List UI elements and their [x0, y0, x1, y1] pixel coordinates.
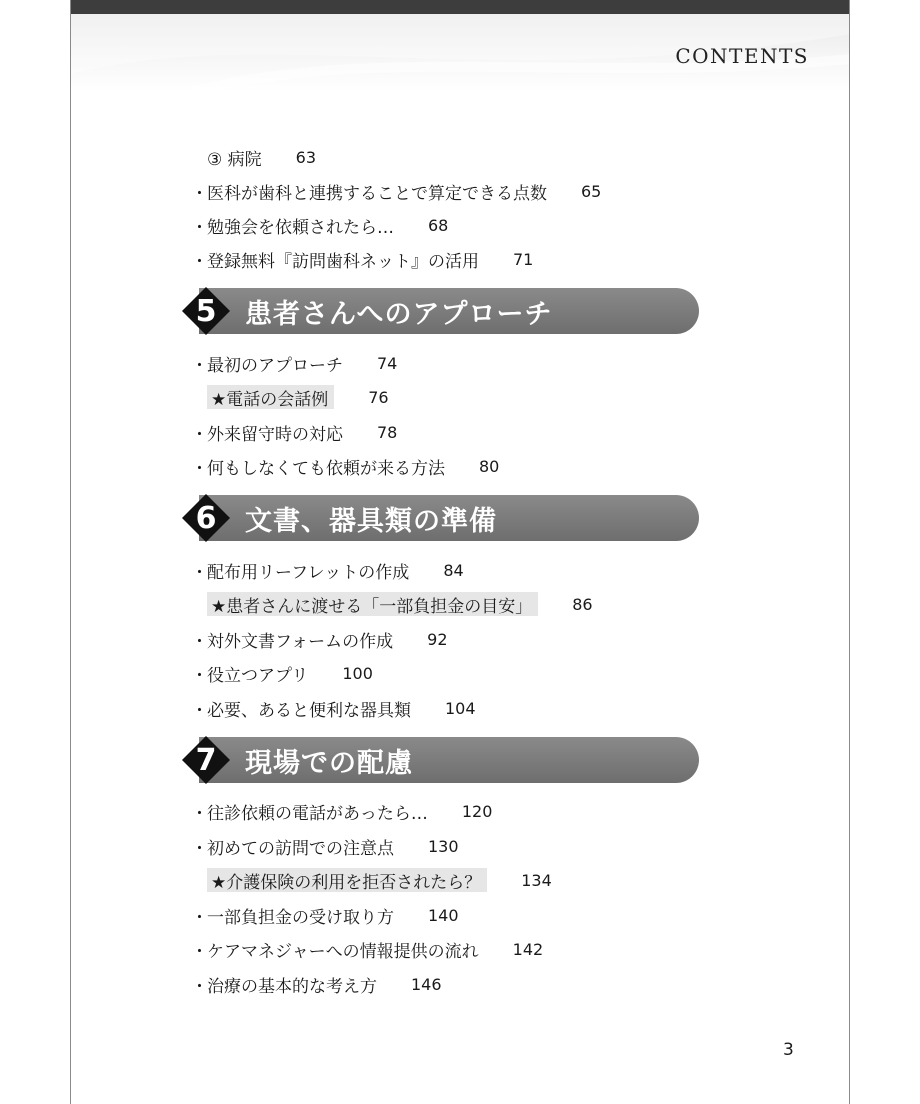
entry-page-number: 104 — [445, 698, 476, 718]
toc-entry[interactable] — [191, 350, 397, 376]
bullet: ・ — [191, 976, 208, 997]
chapter-title: 現場での配慮 — [245, 747, 413, 779]
toc-list — [71, 0, 849, 1104]
star-highlight — [207, 385, 334, 409]
entry-text: 対外文書フォームの作成 — [207, 631, 394, 652]
contents-heading: CONTENTS — [675, 44, 809, 68]
entry-text: 往診依頼の電話があったら… — [207, 803, 428, 824]
entry-page-number: 92 — [427, 629, 448, 649]
bullet: ・ — [191, 424, 208, 445]
entry-page-number: 142 — [512, 939, 544, 959]
entry-text: 役立つアプリ — [207, 665, 309, 686]
entry-text: ★患者さんに渡せる「一部負担金の目安」 — [211, 596, 533, 617]
entry-page-number: 134 — [521, 870, 552, 890]
entry-text: 治療の基本的な考え方 — [207, 976, 377, 997]
entry-text: 初めての訪問での注意点 — [207, 838, 394, 859]
toc-entry[interactable] — [191, 246, 533, 272]
entry-text: 勉強会を依頼されたら… — [207, 217, 394, 238]
chapter-title: 患者さんへのアプローチ — [245, 298, 553, 330]
toc-entry[interactable] — [191, 902, 459, 928]
entry-text: 何もしなくても依頼が来る方法 — [207, 458, 445, 479]
toc-entry[interactable] — [191, 626, 448, 652]
entry-text: 一部負担金の受け取り方 — [207, 907, 394, 928]
toc-entry[interactable] — [191, 453, 499, 479]
entry-page-number: 74 — [377, 353, 398, 373]
entry-text: ★介護保険の利用を拒否されたら？ — [211, 872, 482, 893]
toc-entry-star[interactable] — [207, 591, 593, 617]
toc-entry[interactable] — [191, 971, 442, 997]
toc-entry[interactable] — [191, 833, 459, 859]
bullet: ・ — [191, 355, 208, 376]
entry-page-number: 78 — [377, 422, 398, 442]
bullet: ・ — [191, 562, 208, 583]
chapter-number: 5 — [195, 293, 217, 329]
toc-entry[interactable] — [207, 144, 316, 170]
chapter-title: 文書、器具類の準備 — [245, 505, 497, 537]
bullet: ・ — [191, 665, 208, 686]
entry-text: ★電話の会話例 — [211, 389, 329, 410]
page-number: 3 — [783, 1040, 794, 1060]
bullet: ・ — [191, 907, 208, 928]
entry-text: 必要、あると便利な器具類 — [207, 700, 411, 721]
bullet: ・ — [191, 838, 208, 859]
entry-page-number: 84 — [443, 560, 464, 580]
entry-page-number: 130 — [428, 836, 459, 856]
entry-text: 外来留守時の対応 — [207, 424, 343, 445]
star-highlight — [207, 592, 538, 616]
chapter-heading-7[interactable] — [179, 737, 699, 783]
bullet: ・ — [191, 941, 208, 962]
toc-entry[interactable] — [191, 695, 476, 721]
star-highlight — [207, 868, 487, 892]
chapter-number: 7 — [195, 742, 217, 778]
entry-text: 医科が歯科と連携することで算定できる点数 — [207, 183, 547, 204]
chapter-heading-6[interactable] — [179, 495, 699, 541]
toc-page — [70, 0, 850, 1104]
entry-page-number: 100 — [342, 663, 373, 683]
bullet: ・ — [191, 217, 208, 238]
bullet: ・ — [191, 183, 208, 204]
entry-text: ケアマネジャーへの情報提供の流れ — [207, 941, 479, 962]
entry-text: ③ 病院 — [207, 149, 262, 170]
toc-entry[interactable] — [191, 178, 601, 204]
entry-page-number: 71 — [513, 249, 534, 269]
entry-page-number: 80 — [479, 456, 500, 476]
entry-page-number: 68 — [428, 215, 449, 235]
entry-page-number: 120 — [461, 801, 493, 821]
toc-entry[interactable] — [191, 936, 543, 962]
entry-page-number: 65 — [581, 181, 602, 201]
toc-entry[interactable] — [191, 557, 464, 583]
chapter-heading-5[interactable] — [179, 288, 699, 334]
chapter-number: 6 — [195, 500, 217, 536]
entry-page-number: 63 — [295, 147, 317, 167]
bullet: ・ — [191, 631, 208, 652]
toc-entry-star[interactable] — [207, 384, 389, 410]
toc-entry[interactable] — [191, 419, 397, 445]
entry-text: 配布用リーフレットの作成 — [207, 562, 410, 583]
entry-text: 最初のアプローチ — [207, 355, 343, 376]
bullet: ・ — [191, 803, 208, 824]
entry-text: 登録無料『訪問歯科ネット』の活用 — [207, 251, 479, 272]
entry-page-number: 140 — [428, 905, 459, 925]
entry-page-number: 86 — [572, 594, 593, 614]
entry-page-number: 76 — [368, 387, 389, 407]
toc-entry[interactable] — [191, 212, 448, 238]
entry-page-number: 146 — [411, 974, 442, 994]
bullet: ・ — [191, 251, 208, 272]
toc-entry[interactable] — [191, 798, 492, 824]
bullet: ・ — [191, 458, 208, 479]
toc-entry-star[interactable] — [207, 867, 552, 893]
bullet: ・ — [191, 700, 208, 721]
toc-entry[interactable] — [191, 660, 373, 686]
